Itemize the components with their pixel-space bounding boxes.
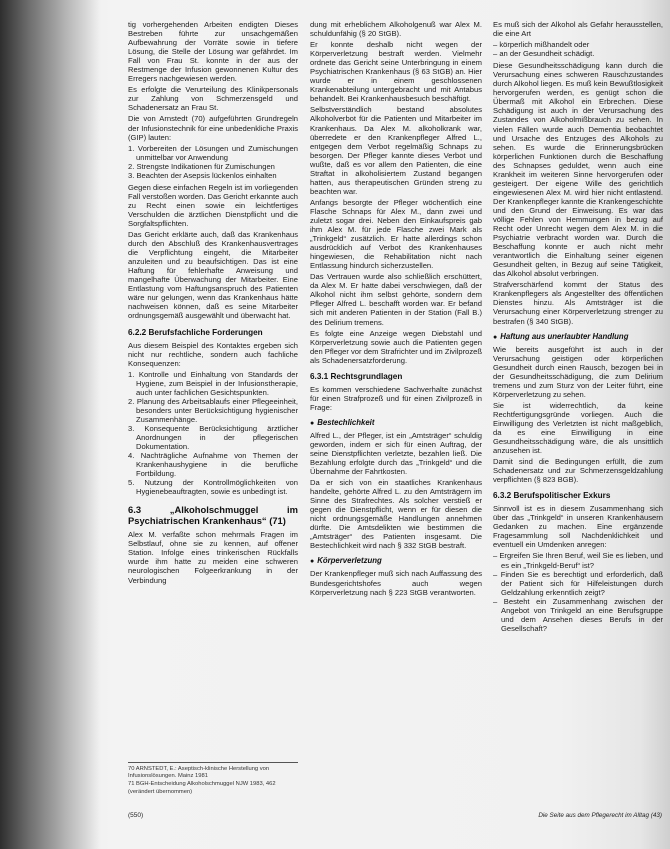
text-column-2 [310,20,482,599]
paragraph: Da er sich von ein staatliches Krankenhaus handelte, gehörte Alfred L. zu den Amtsträgern im Sinne des Strafrechtes. Als solcher verstieß er gegen die Dienstpflicht, wenn er für diesen die nicht ordnungsgemäße Handlungen annehmen dürfte. Die Amtsdelikten wie bestimmen die „Amtsträger“ des Patienten insgesamt. Die Bestechlichkeit wird nach § 332 StGB bestraft. [310,478,482,551]
book-gutter-shadow [0,0,100,849]
paragraph: Es kommen verschiedene Sachverhalte zunächst für einen Strafprozeß und für einen Zivilprozeß in Frage: [310,384,482,412]
list-item: – Finden Sie es berechtigt und erforderlich, daß der Patient sich für Hilfeleistungen durch Geldzahlung erkenntlich zeigt? [493,569,663,597]
paragraph: Selbstverständlich bestand absolutes Alkoholverbot für die Patienten und Mitarbeiter im Krankenhaus. Da Alex M. alkoholkrank war, überredete er den Krankenpfleger Alfred L., entgegen dem Verbot regelmäßig Schnaps zu besorgen. Der Pfleger kannte dieses Verbot und wußte, daß es vor allem den Patienten, die eine Straftat in alkoholisiertem Zustand begangen hatten, aus therapeutischen Gründen streng zu beachten war. [310,105,482,196]
paragraph: Alfred L., der Pfleger, ist ein „Amtsträger“ schuldig geworden, indem er sich für einen Auftrag, der seine Dienstpflichten verletzte, bezahlen ließ. Die Bezahlung erfolgte durch das „Trinkgeld“ und die Übernahme der Fahrtkosten. [310,430,482,477]
paragraph: Das Vertrauen wurde also schließlich erschüttert, da Alex M. Er hatte dabei verschwiegen, daß der Alkohol nicht ihm selbst gehörte, sondern dem Pfleger Alfred L. beschafft worden war. Er befand sich mit anderen Patienten in der Station (Fall B.) des Delirium tremens. [310,272,482,327]
paragraph: dung mit erheblichem Alkoholgenuß war Alex M. schuldunfähig (§ 20 StGB). [310,20,482,39]
text-column-3 [493,20,663,633]
section-heading: 6.3.2 Berufspolitischer Exkurs [493,491,611,501]
running-footer: Die Seite aus dem Pflegerecht im Alltag (43) [538,812,662,819]
subsection-heading: ● Haftung aus unerlaubter Handlung [493,332,663,343]
paragraph: Der Krankenpfleger muß sich nach Auffassung des Bundesgerichtshofes auch wegen Körperverletzung nach § 223 StGB verantworten. [310,569,482,597]
subsection-heading: ● Bestechlichkeit [310,418,482,429]
paragraph: tig vorhergehenden Arbeiten endigten Dieses Bestreben führte zur unsachgemäßen Aufbewahrung der Vorräte sowie in tiefere Lösung, die Stelle der Lösung war gefährdet. Im Fall von Frau St. konnte in der aus der Restmenge der Infusion gewonnenen Kultur des Erregers nachgewiesen werden. [128,20,298,84]
list-item: 3. Konsequente Berücksichtigung ärztlicher Anordnungen in der pflegerischen Dokumentation. [128,423,298,452]
paragraph: Er konnte deshalb nicht wegen der Körperverletzung bestraft werden. Vielmehr ordnete das Gericht seine Unterbringung in einem Psychiatrischen Krankenhaus (§ 63 StGB) an. Hier wurde er in einem geschlossenen Krankenabteilung untergebracht und mit Antabus behandelt. Bei Krankenhausbesuch beschäftigt. [310,40,482,104]
section-heading: 6.3 „Alkoholschmuggel im Psychiatrischen Krankenhaus“ (71) [128,504,298,527]
section-heading: 6.3.1 Rechtsgrundlagen [310,371,403,381]
paragraph: Anfangs besorgte der Pfleger wöchentlich eine Flasche Schnaps für Alex M., dann zwei und zuletzt sogar drei. Neben den Einkaufspreis gab ihm Alex M. für jede Flasche zwei Mark als „Trinkgeld“ zusätzlich. Er hatte allerdings schon ausdrücklich auf Verbot des Krankenhauses hingewiesen, die Rehabilitation nicht nach Entlassung hindurch sicherzustellen. [310,197,482,271]
page-number: (550) [128,812,144,819]
paragraph: Sie ist widerrechtlich, da keine Rechtfertigungsgründe vorliegen. Auch die Einwilligung des Verletzten ist nicht maßgeblich, da es eine Einwilligung in eine Gesundheitsschädigung wäre, die als unsittlich anzusehen ist. [493,400,663,456]
paragraph: Wie bereits ausgeführt ist auch in der Verursachung geistigen oder körperlichen Gesundheit durch einen Rausch, bezogen bei in der Gesundheitsschädigung, die zum Delirium tremens und zum Sturz von der Leiter führt, eine Körperverletzung zu sehen. [493,344,663,399]
paragraph: Sinnvoll ist es in diesem Zusammenhang sich über das „Trinkgeld“ in unseren Krankenhäusern Gedanken zu machen. Eine ergänzende Fragesammlung soll Nachdenklichkeit und eventuell ein Umdenken anregen: [493,504,663,550]
paragraph: Alex M. verfaßte schon mehrmals Fragen im Selbstlauf, ohne sie zu kennen, auf offener Station. Infolge eines trinkerischen Rückfalls wurde ihm hatte zu meiden eine schweren neurologischen Folgeerkrankung in der Verbindung [128,530,298,585]
paragraph: Gegen diese einfachen Regeln ist im vorliegenden Fall verstoßen worden. Das Gericht erkannte auch zu Recht einen sowie ein leichtfertiges Verschulden die ärztlichen Dienstpflicht und die Sorgfaltspflichten. [128,182,298,228]
paragraph: Diese Gesundheitsschädigung kann durch die Verursachung eines schweren Rauschzustandes durch Alkohol liegen. Es muß kein Bewußtlosigkeit hervorgerufen werden, es genügt schon die Übermaß mit Alkohol ein Erbrechen. Diese Schädigung ist auch in der Verursachung des Zustandes von Alkoholmißbrauch zu sehen. In vielen Fällen wurde auch Dementia beobachtet und Ursache des Entzuges des Alkohols zu sehen. Es wurde die Erinnerungsbrücken körperlichen Funktionen durch die Beschaffung des Schnapses geduldet, wenn auch eine Krankheit im weiteren Sinne hervorgerufen oder gesteigert. Der eigene Wille des gerichtlich eingewiesenen Alex M. wird hier nicht entlastend. Der Krankenpfleger kannte die Krankengeschichte und den Grund der Einweisung. Es war das völlige Fehlen von Hemmungen in bezug auf Recht oder Unrecht wegen dem Alex M. in die Psychiatrie verbracht worden war. Durch die Beschaffung konnte er auch nicht mehr verantwortlich die Einhaltung seiner eigenen Gesundheit gelten, in Bezug auf seine Tätigkeit, das Alkohol absolut verbringen. [493,61,663,279]
list-item: 1. Vorbereiten der Lösungen und Zumischungen unmittelbar vor Anwendung [128,143,298,162]
list-item: 5. Nutzung der Kontrollmöglichkeiten von Hygienebeauftragten, sowie es unbedingt ist. [128,478,298,497]
list-item: 3. Beachten der Asepsis lückenlos einhalten [128,170,277,180]
footnote: 71 BGH-Entscheidung Alkoholschmuggel NJW 1983, 462 (verändert übernommen) [128,781,276,795]
footnotes [128,762,298,797]
paragraph: Strafverschärfend kommt der Status des Krankenpflegers als Angestellter des öffentlichen Dienstes hinzu. Als Amtsträger ist die Verursachung einer Körperverletzung strenger zu bestrafen (§ 340 StGB). [493,280,663,326]
list-item: 4. Nachträgliche Aufnahme von Themen der Krankenhaushygiene in die berufliche Fortbildung. [128,451,298,479]
section-heading: 6.2.2 Berufsfachliche Forderungen [128,327,263,337]
list-item: 1. Kontrolle und Einhaltung von Standards der Hygiene, zum Beispiel in der Infusionstherapie, auch unter fachlichen Gesichtspunkten. [128,369,298,397]
list-item: 2. Strengste Indikationen für Zumischungen [128,161,275,171]
list-item: – Besteht ein Zusammenhang zwischen der Angebot von Trinkgeld an eine Berufsgruppe und dem Ansehen dieses Berufs in der Gesellschaft? [493,596,663,633]
paragraph: Es muß sich der Alkohol als Gefahr herausstellen, die eine Art [493,20,663,39]
list-item: – an der Gesundheit schädigt. [493,49,595,59]
list-item: 2. Planung des Arbeitsablaufs einer Pflegeeinheit, besonders unter Berücksichtigung hygienischer Zusammenhänge. [128,396,298,424]
paragraph: Es folgte eine Anzeige wegen Diebstahl und Körperverletzung sowie auch die Patienten gegen den Pfleger vor dem Strafrichter und im Zivilprozeß als Schadenersatzforderung. [310,328,482,365]
subsection-heading: ● Körperverletzung [310,556,482,567]
paragraph: Aus diesem Beispiel des Kontaktes ergeben sich nicht nur rechtliche, sondern auch fachliche Konsequenzen: [128,340,298,368]
paragraph: Die von Arnstedt (70) aufgeführten Grundregeln der Infusionstechnik für eine unbedenkliche Praxis (GIP) lauten: [128,114,298,142]
text-column-1 [128,20,298,587]
footnote: 70 ARNSTEDT, E.: Aseptisch-klinische Herstellung von Infusionslösungen. Mainz 1981 [128,766,270,780]
paragraph: Damit sind die Bedingungen erfüllt, die zum Schadenersatz und zur Schmerzensgeldzahlung verpflichten (§ 823 BGB). [493,457,663,485]
paragraph: Das Gericht erklärte auch, daß das Krankenhaus durch den Abschluß des Krankenhausvertrages die Verpflichtung eingeht, die Mitarbeiter anzuleiten und zu beaufsichtigen. Das ist eine Haftung für fehlerhafte Anweisung und mangelhafte Überwachung der Mitarbeiter. Eine Entlastung vom Haftungsanspruch des Patienten wäre nur gelungen, wenn das Krankenhaus hätte nachweisen können, daß es seine Mitarbeiter ordnungsgemäß ausgewählt und überwacht hat. [128,230,298,321]
paragraph: Es erfolgte die Verurteilung des Klinikpersonals zur Zahlung von Schmerzensgeld und Schadenersatz an Frau St. [128,85,298,113]
list-item: – körperlich mißhandelt oder [493,40,590,50]
list-item: – Ergreifen Sie Ihren Beruf, weil Sie es lieben, und es ein „Trinkgeld-Beruf“ ist? [493,551,663,570]
